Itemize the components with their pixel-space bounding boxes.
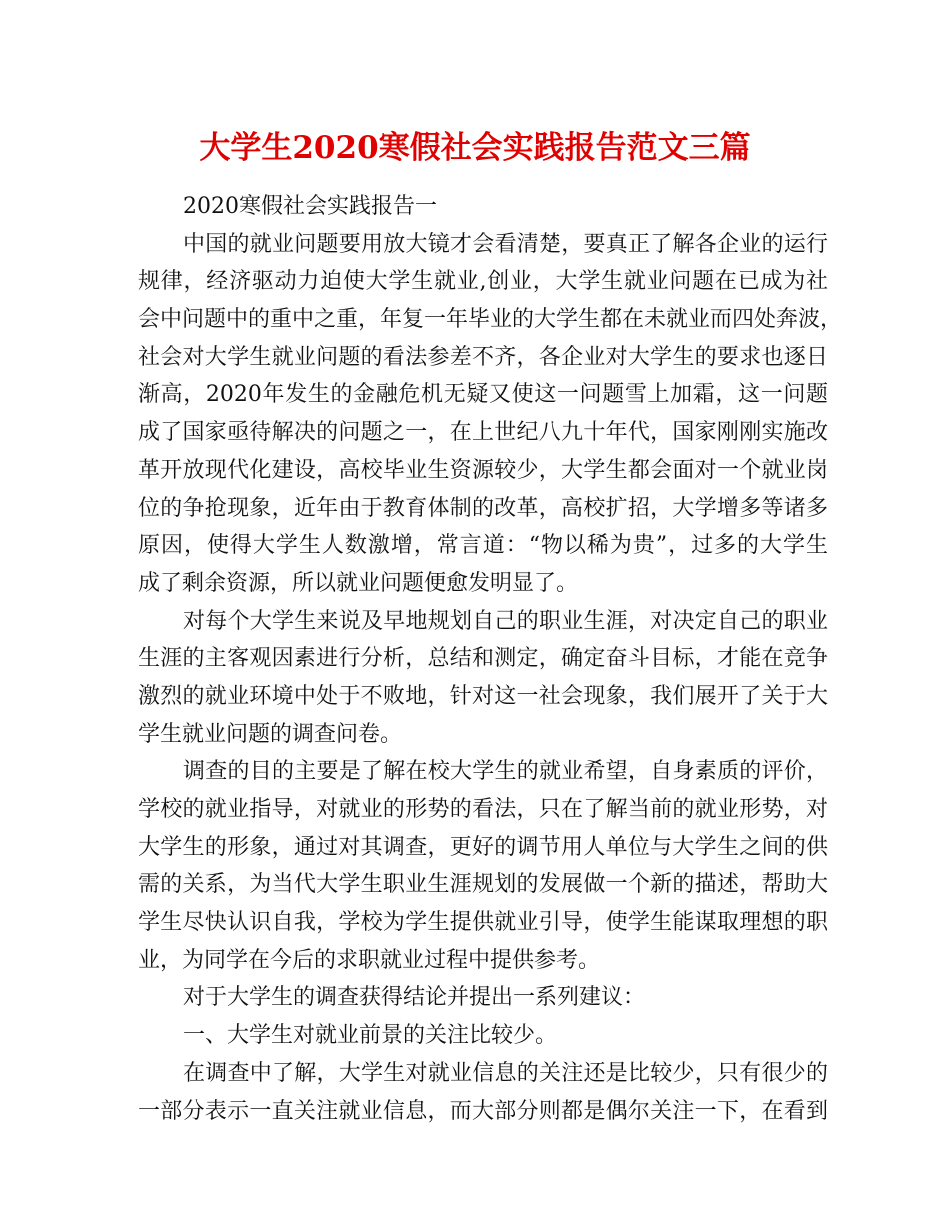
body-line: 革开放现代化建设，高校毕业生资源较少，大学生都会面对一个就业岗 <box>138 457 828 483</box>
body-line: 规律，经济驱动力迫使大学生就业,创业，大学生就业问题在已成为社 <box>138 269 828 295</box>
body-line: 学生就业问题的调查问卷。 <box>138 721 403 747</box>
document-title: 大学生2020寒假社会实践报告范文三篇 <box>199 130 751 166</box>
body-line: 需的关系，为当代大学生职业生涯规划的发展做一个新的描述，帮助大 <box>138 872 828 898</box>
body-line: 生涯的主客观因素进行分析，总结和测定，确定奋斗目标，才能在竞争 <box>138 646 828 672</box>
body-line: 学生尽快认识自我，学校为学生提供就业引导，使学生能谋取理想的职 <box>138 910 828 936</box>
body-line: 大学生的形象，通过对其调查，更好的调节用人单位与大学生之间的供 <box>138 834 828 860</box>
body-line: 一部分表示一直关注就业信息，而大部分则都是偶尔关注一下，在看到 <box>138 1098 828 1124</box>
body-line: 调查的目的主要是了解在校大学生的就业希望，自身素质的评价， <box>183 759 828 785</box>
body-line: 会中问题中的重中之重，年复一年毕业的大学生都在未就业而四处奔波， <box>138 307 843 333</box>
body-line: 原因，使得大学生人数激增，常言道：“物以稀为贵”，过多的大学生 <box>138 533 828 559</box>
body-line: 位的争抢现象，近年由于教育体制的改革，高校扩招，大学增多等诸多 <box>138 495 828 521</box>
body-line: 对于大学生的调查获得结论并提出一系列建议： <box>183 985 646 1011</box>
body-line: 中国的就业问题要用放大镜才会看清楚，要真正了解各企业的运行 <box>183 231 828 257</box>
body-line: 激烈的就业环境中处于不败地，针对这一社会现象，我们展开了关于大 <box>138 683 828 709</box>
body-line: 社会对大学生就业问题的看法参差不齐，各企业对大学生的要求也逐日 <box>138 344 828 370</box>
document-body <box>138 188 843 1130</box>
body-line: 学校的就业指导，对就业的形势的看法，只在了解当前的就业形势，对 <box>138 797 828 822</box>
body-line: 业，为同学在今后的求职就业过程中提供参考。 <box>138 947 601 973</box>
body-line: 在调查中了解，大学生对就业信息的关注还是比较少，只有很少的 <box>183 1060 828 1086</box>
body-line: 成了国家亟待解决的问题之一，在上世纪八九十年代，国家刚刚实施改 <box>138 420 828 446</box>
body-line: 对每个大学生来说及早地规划自己的职业生涯，对决定自己的职业 <box>183 608 828 634</box>
body-line: 渐高，2020年发生的金融危机无疑又使这一问题雪上加霜，这一问题 <box>138 382 828 408</box>
body-line: 成了剩余资源，所以就业问题便愈发明显了。 <box>138 570 579 596</box>
body-line: 2020寒假社会实践报告一 <box>183 194 437 219</box>
body-line: 一、大学生对就业前景的关注比较少。 <box>183 1023 558 1049</box>
